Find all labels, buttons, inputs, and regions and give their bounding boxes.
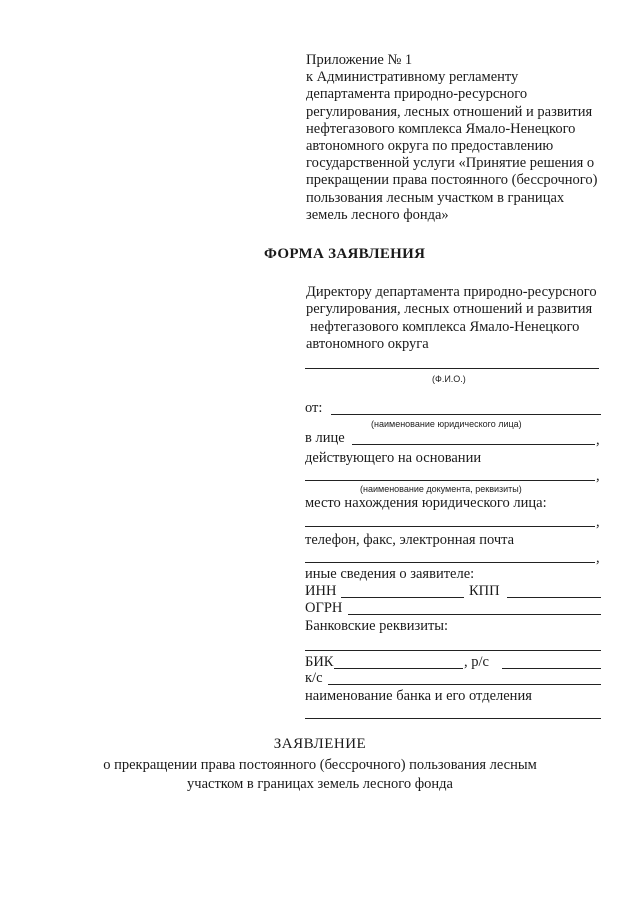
rs-label: , р/с	[464, 654, 489, 670]
bank-name-label: наименование банка и его отделения	[305, 688, 532, 704]
appendix-line: департамента природно-ресурсного	[306, 86, 528, 103]
contacts-field-line[interactable]	[305, 562, 595, 563]
bank-name-field-line[interactable]	[305, 718, 601, 719]
basis-hint: (наименование документа, реквизиты)	[360, 484, 522, 494]
inn-field-line[interactable]	[341, 597, 464, 598]
other-label: иные сведения о заявителе:	[305, 566, 475, 582]
form-title: ФОРМА ЗАЯВЛЕНИЯ	[264, 246, 426, 262]
person-field-line[interactable]	[352, 444, 595, 445]
appendix-line: автономного округа по предоставлению	[306, 138, 554, 155]
appendix-line: нефтегазового комплекса Ямало-Ненецкого	[306, 120, 576, 137]
appendix-line: Приложение № 1	[306, 52, 413, 68]
appendix-header	[306, 52, 597, 224]
bik-label: БИК	[305, 654, 334, 670]
bik-field-line[interactable]	[334, 668, 463, 669]
ogrn-field-line[interactable]	[348, 614, 601, 615]
statement-subtitle-line: о прекращении права постоянного (бессрочного) пользования лесным	[103, 757, 537, 773]
ks-field-line[interactable]	[328, 684, 601, 685]
location-field-line[interactable]	[305, 526, 595, 527]
from-hint: (наименование юридического лица)	[371, 419, 522, 429]
bank-details-field-line[interactable]	[305, 650, 601, 651]
ks-label: к/с	[305, 670, 323, 686]
fio-field-line[interactable]	[305, 368, 599, 369]
location-label: место нахождения юридического лица:	[305, 495, 547, 511]
ogrn-label: ОГРН	[305, 600, 343, 616]
basis-field-line[interactable]	[305, 480, 595, 481]
addressee-line: Директору департамента природно-ресурсного	[306, 284, 597, 300]
addressee-block	[306, 284, 597, 354]
appendix-line: прекращении права постоянного (бессрочного)	[306, 172, 598, 189]
addressee-line: регулирования, лесных отношений и развития	[306, 301, 593, 318]
appendix-line: государственной услуги «Принятие решения о	[306, 155, 595, 172]
kpp-label: КПП	[469, 583, 500, 599]
kpp-field-line[interactable]	[507, 597, 601, 598]
comma: ,	[596, 550, 600, 566]
basis-label: действующего на основании	[305, 450, 482, 466]
from-field-line[interactable]	[331, 414, 601, 415]
appendix-line: регулирования, лесных отношений и развития	[306, 103, 593, 120]
person-label: в лице	[305, 430, 345, 446]
comma: ,	[596, 432, 600, 448]
contacts-label: телефон, факс, электронная почта	[305, 532, 515, 548]
appendix-line: к Административному регламенту	[306, 69, 519, 86]
addressee-line: автономного округа	[306, 336, 429, 353]
statement-title: ЗАЯВЛЕНИЕ	[273, 736, 367, 752]
addressee-line: нефтегазового комплекса Ямало-Ненецкого	[310, 318, 580, 335]
comma: ,	[596, 468, 600, 484]
inn-label: ИНН	[305, 583, 337, 599]
fio-hint: (Ф.И.О.)	[432, 374, 466, 384]
appendix-line: земель лесного фонда»	[306, 206, 449, 223]
bank-details-label: Банковские реквизиты:	[305, 618, 449, 634]
statement-subtitle	[0, 756, 640, 794]
comma: ,	[596, 514, 600, 530]
appendix-line: пользования лесным участком в границах	[306, 189, 565, 206]
statement-subtitle-line: участком в границах земель лесного фонда	[187, 776, 453, 792]
from-label: от:	[305, 400, 323, 416]
rs-field-line[interactable]	[502, 668, 601, 669]
